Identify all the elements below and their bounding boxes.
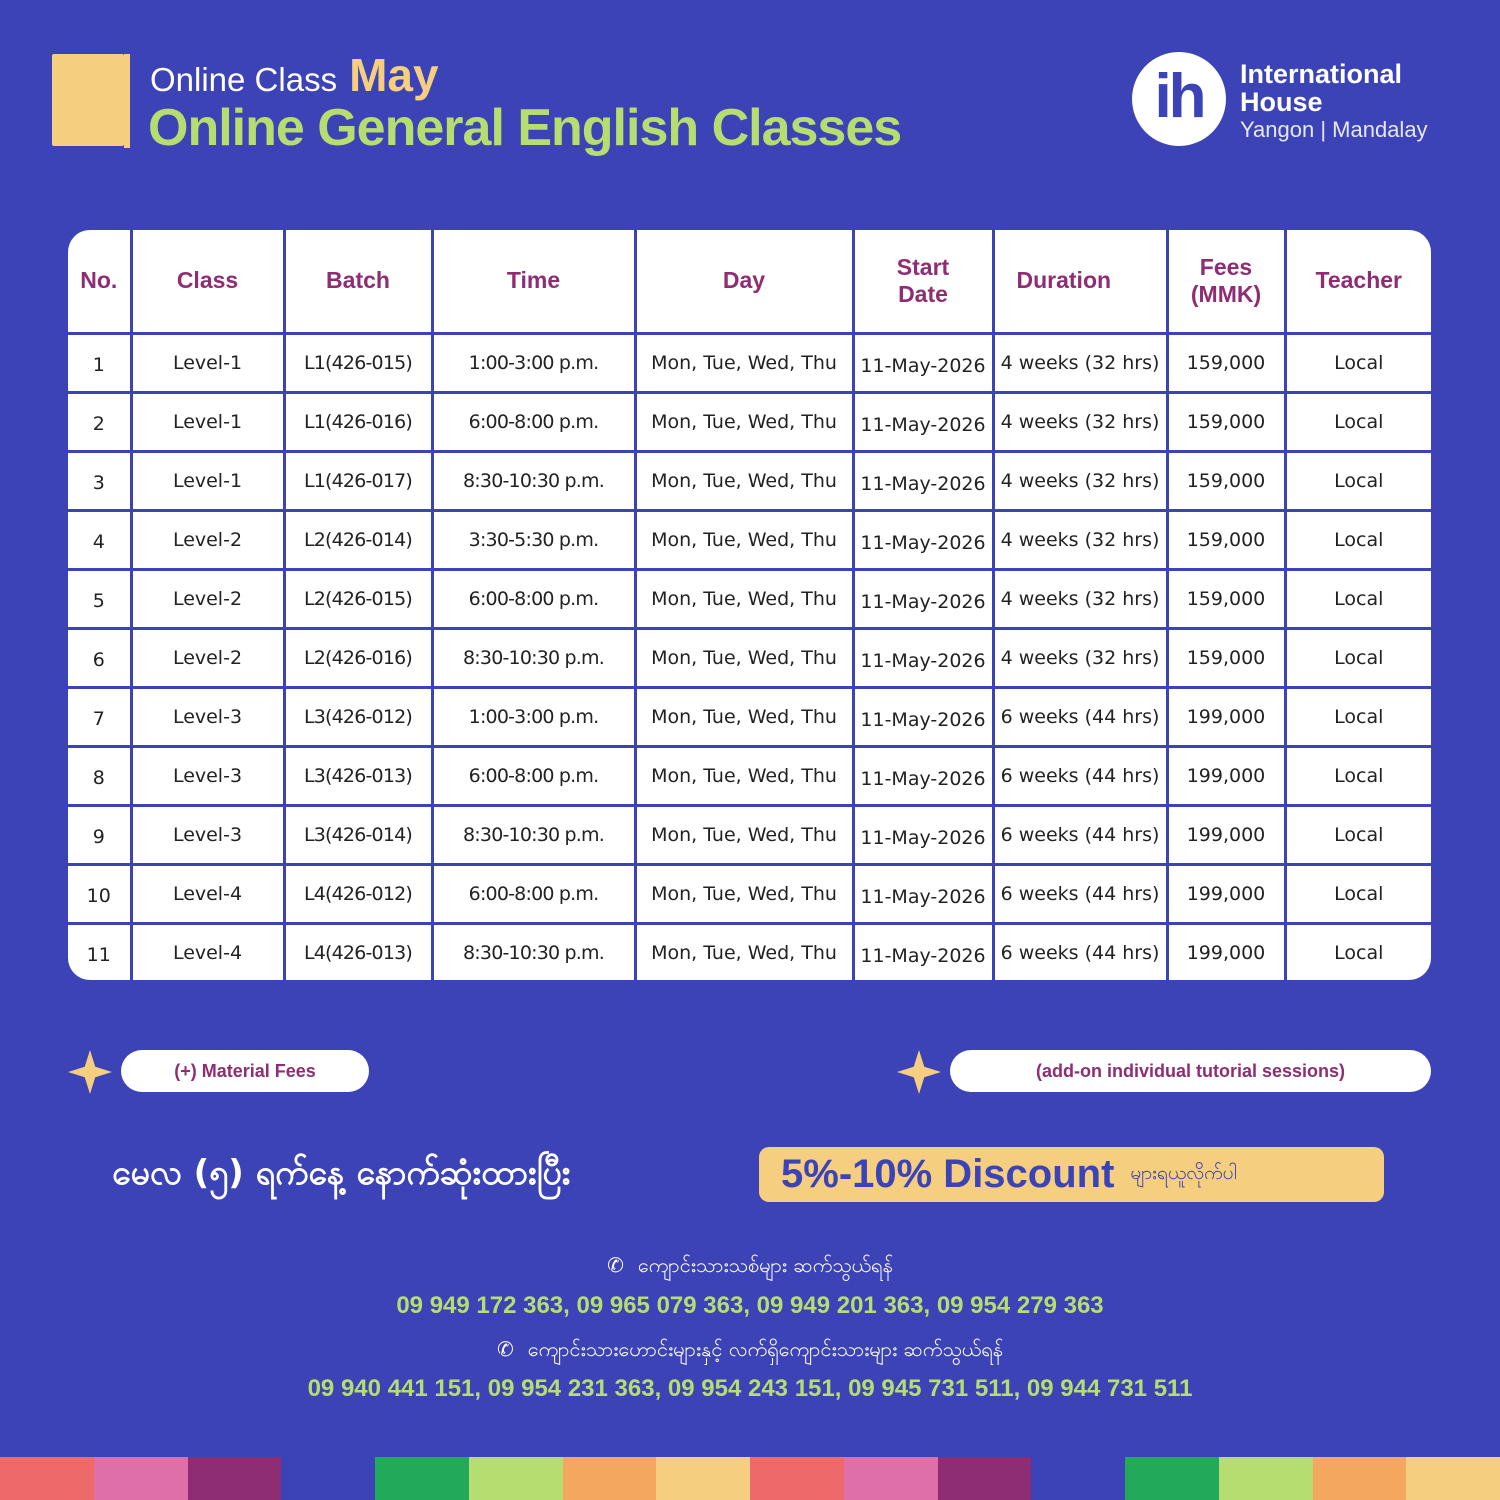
table-row — [68, 510, 1431, 569]
discount-badge — [759, 1147, 1384, 1202]
cell-day: Mon, Tue, Wed, Thu — [635, 569, 853, 628]
cell-fees: 199,000 — [1167, 806, 1285, 865]
table-row — [68, 687, 1431, 746]
logo-text — [1240, 60, 1428, 141]
logo-name-line2: House — [1240, 87, 1323, 117]
cell-fees: 199,000 — [1167, 746, 1285, 805]
cell-no: 4 — [68, 510, 131, 569]
col-header-start-date — [853, 230, 993, 333]
table-header-row — [68, 230, 1431, 333]
phone-icon: ✆ — [607, 1253, 624, 1277]
cell-teacher: Local — [1285, 865, 1431, 924]
col-header-fees — [1167, 230, 1285, 333]
col-header-class: Class — [131, 230, 284, 333]
new-students-label-text: ကျောင်းသားသစ်များ ဆက်သွယ်ရန် — [637, 1253, 893, 1277]
cell-fees: 159,000 — [1167, 392, 1285, 451]
strip-segment — [1031, 1457, 1125, 1500]
material-fees-note: (+) Material Fees — [121, 1050, 369, 1092]
cell-no: 8 — [68, 746, 131, 805]
discount-text: 5%-10% Discount — [781, 1152, 1115, 1196]
schedule-table — [68, 230, 1431, 980]
strip-segment — [563, 1457, 657, 1500]
cell-start: 11-May-2026 — [853, 746, 993, 805]
table-row — [68, 569, 1431, 628]
logo-name-line1: International — [1240, 59, 1403, 89]
cell-time: 6:00-8:00 p.m. — [432, 569, 635, 628]
cell-duration: 6 weeks (44 hrs) — [993, 687, 1167, 746]
cell-fees: 159,000 — [1167, 628, 1285, 687]
deadline-text: မေလ (၅) ရက်နေ့ နောက်ဆုံးထားပြီး — [112, 1153, 571, 1193]
cell-fees: 159,000 — [1167, 333, 1285, 392]
cell-class: Level-3 — [131, 806, 284, 865]
logo-locations: Yangon | Mandalay — [1240, 117, 1428, 142]
ih-logo — [1132, 52, 1226, 146]
strip-segment — [938, 1457, 1032, 1500]
cell-batch: L4(426-013) — [284, 924, 432, 980]
cell-time: 8:30-10:30 p.m. — [432, 924, 635, 980]
table-row — [68, 806, 1431, 865]
cell-class: Level-1 — [131, 392, 284, 451]
new-students-phones: 09 949 172 363, 09 965 079 363, 09 949 201 363, 09 954 279 363 — [396, 1292, 1104, 1319]
table-row — [68, 865, 1431, 924]
cell-class: Level-1 — [131, 451, 284, 510]
existing-students-label — [0, 1336, 1500, 1366]
cell-batch: L3(426-013) — [284, 746, 432, 805]
cell-class: Level-3 — [131, 746, 284, 805]
strip-segment — [844, 1457, 938, 1500]
cell-time: 1:00-3:00 p.m. — [432, 333, 635, 392]
cell-duration: 6 weeks (44 hrs) — [993, 806, 1167, 865]
cell-start: 11-May-2026 — [853, 569, 993, 628]
cell-teacher: Local — [1285, 806, 1431, 865]
cell-no: 10 — [68, 865, 131, 924]
table-row — [68, 392, 1431, 451]
cell-fees: 199,000 — [1167, 687, 1285, 746]
cell-duration: 4 weeks (32 hrs) — [993, 569, 1167, 628]
cell-batch: L2(426-015) — [284, 569, 432, 628]
cell-fees: 159,000 — [1167, 510, 1285, 569]
cell-time: 6:00-8:00 p.m. — [432, 746, 635, 805]
cell-fees: 199,000 — [1167, 924, 1285, 980]
cell-no: 1 — [68, 333, 131, 392]
cell-day: Mon, Tue, Wed, Thu — [635, 510, 853, 569]
cell-day: Mon, Tue, Wed, Thu — [635, 333, 853, 392]
cell-start: 11-May-2026 — [853, 392, 993, 451]
cell-time: 8:30-10:30 p.m. — [432, 628, 635, 687]
cell-class: Level-4 — [131, 865, 284, 924]
cell-teacher: Local — [1285, 746, 1431, 805]
subtitle-prefix: Online Class — [150, 61, 338, 98]
col-header-fees-line2: (MMK) — [1190, 280, 1262, 307]
cell-fees: 159,000 — [1167, 569, 1285, 628]
cell-time: 3:30-5:30 p.m. — [432, 510, 635, 569]
cell-day: Mon, Tue, Wed, Thu — [635, 451, 853, 510]
existing-students-phones: 09 940 441 151, 09 954 231 363, 09 954 243 151, 09 945 731 511, 09 944 731 511 — [307, 1375, 1193, 1402]
cell-day: Mon, Tue, Wed, Thu — [635, 865, 853, 924]
cell-day: Mon, Tue, Wed, Thu — [635, 924, 853, 980]
cell-start: 11-May-2026 — [853, 924, 993, 980]
strip-segment — [281, 1457, 375, 1500]
strip-segment — [656, 1457, 750, 1500]
strip-segment — [1313, 1457, 1407, 1500]
cell-no: 2 — [68, 392, 131, 451]
cell-batch: L3(426-012) — [284, 687, 432, 746]
cell-start: 11-May-2026 — [853, 333, 993, 392]
strip-segment — [750, 1457, 844, 1500]
cell-duration: 4 weeks (32 hrs) — [993, 451, 1167, 510]
schedule-table-card — [68, 230, 1431, 980]
cell-teacher: Local — [1285, 569, 1431, 628]
new-students-label — [0, 1252, 1500, 1282]
cell-batch: L2(426-014) — [284, 510, 432, 569]
col-header-batch: Batch — [284, 230, 432, 333]
table-row — [68, 746, 1431, 805]
strip-segment — [1219, 1457, 1313, 1500]
col-header-start-line2: Date — [898, 280, 948, 307]
cell-day: Mon, Tue, Wed, Thu — [635, 687, 853, 746]
cell-day: Mon, Tue, Wed, Thu — [635, 806, 853, 865]
cell-batch: L4(426-012) — [284, 865, 432, 924]
cell-day: Mon, Tue, Wed, Thu — [635, 392, 853, 451]
col-header-start-line1: Start — [896, 253, 950, 280]
cell-teacher: Local — [1285, 333, 1431, 392]
strip-segment — [375, 1457, 469, 1500]
cell-teacher: Local — [1285, 392, 1431, 451]
strip-segment — [1406, 1457, 1500, 1500]
existing-students-label-text: ကျောင်းသားဟောင်းများနှင့် လက်ရှိကျောင်းသားများ ဆက်သွယ်ရန် — [527, 1337, 1004, 1361]
strip-segment — [0, 1457, 94, 1500]
cell-time: 8:30-10:30 p.m. — [432, 451, 635, 510]
page-title: Online General English Classes — [148, 99, 902, 157]
cell-time: 6:00-8:00 p.m. — [432, 865, 635, 924]
cell-start: 11-May-2026 — [853, 451, 993, 510]
col-header-duration: Duration — [993, 230, 1167, 333]
sparkle-icon — [68, 1050, 112, 1094]
cell-teacher: Local — [1285, 924, 1431, 980]
cell-teacher: Local — [1285, 628, 1431, 687]
strip-segment — [188, 1457, 282, 1500]
cell-time: 8:30-10:30 p.m. — [432, 806, 635, 865]
cell-fees: 159,000 — [1167, 451, 1285, 510]
cell-start: 11-May-2026 — [853, 687, 993, 746]
cell-no: 7 — [68, 687, 131, 746]
cell-fees: 199,000 — [1167, 865, 1285, 924]
cell-time: 6:00-8:00 p.m. — [432, 392, 635, 451]
strip-segment — [1125, 1457, 1219, 1500]
book-icon — [52, 54, 130, 148]
cell-batch: L2(426-016) — [284, 628, 432, 687]
table-row — [68, 924, 1431, 980]
cell-start: 11-May-2026 — [853, 865, 993, 924]
cell-class: Level-2 — [131, 628, 284, 687]
table-row — [68, 451, 1431, 510]
cell-day: Mon, Tue, Wed, Thu — [635, 628, 853, 687]
phone-icon: ✆ — [496, 1337, 514, 1361]
ih-logo-mark: ih — [1154, 61, 1204, 131]
cell-duration: 4 weeks (32 hrs) — [993, 392, 1167, 451]
color-strip — [0, 1457, 1500, 1500]
table-row — [68, 628, 1431, 687]
cell-start: 11-May-2026 — [853, 628, 993, 687]
col-header-teacher: Teacher — [1285, 230, 1431, 333]
cell-class: Level-2 — [131, 569, 284, 628]
cell-no: 3 — [68, 451, 131, 510]
cell-duration: 4 weeks (32 hrs) — [993, 628, 1167, 687]
cell-teacher: Local — [1285, 510, 1431, 569]
strip-segment — [469, 1457, 563, 1500]
cell-duration: 6 weeks (44 hrs) — [993, 746, 1167, 805]
cell-duration: 4 weeks (32 hrs) — [993, 510, 1167, 569]
cell-class: Level-1 — [131, 333, 284, 392]
cell-batch: L3(426-014) — [284, 806, 432, 865]
cell-duration: 6 weeks (44 hrs) — [993, 865, 1167, 924]
cell-teacher: Local — [1285, 451, 1431, 510]
tutorial-note: (add-on individual tutorial sessions) — [950, 1050, 1431, 1092]
cell-start: 11-May-2026 — [853, 510, 993, 569]
cell-batch: L1(426-015) — [284, 333, 432, 392]
cell-time: 1:00-3:00 p.m. — [432, 687, 635, 746]
subtitle-line — [150, 48, 439, 101]
strip-segment — [94, 1457, 188, 1500]
cell-class: Level-3 — [131, 687, 284, 746]
table-row — [68, 333, 1431, 392]
cell-teacher: Local — [1285, 687, 1431, 746]
col-header-time: Time — [432, 230, 635, 333]
subtitle-month: May — [349, 49, 439, 101]
cell-no: 5 — [68, 569, 131, 628]
cell-no: 6 — [68, 628, 131, 687]
cell-duration: 4 weeks (32 hrs) — [993, 333, 1167, 392]
cell-batch: L1(426-016) — [284, 392, 432, 451]
discount-suffix: များရယူလိုက်ပါ — [1130, 1161, 1237, 1184]
cell-class: Level-2 — [131, 510, 284, 569]
sparkle-icon — [897, 1050, 941, 1094]
col-header-fees-line1: Fees — [1199, 253, 1253, 280]
col-header-day: Day — [635, 230, 853, 333]
cell-no: 9 — [68, 806, 131, 865]
col-header-no: No. — [80, 267, 118, 294]
cell-batch: L1(426-017) — [284, 451, 432, 510]
cell-class: Level-4 — [131, 924, 284, 980]
cell-no: 11 — [68, 924, 131, 980]
cell-start: 11-May-2026 — [853, 806, 993, 865]
cell-duration: 6 weeks (44 hrs) — [993, 924, 1167, 980]
cell-day: Mon, Tue, Wed, Thu — [635, 746, 853, 805]
